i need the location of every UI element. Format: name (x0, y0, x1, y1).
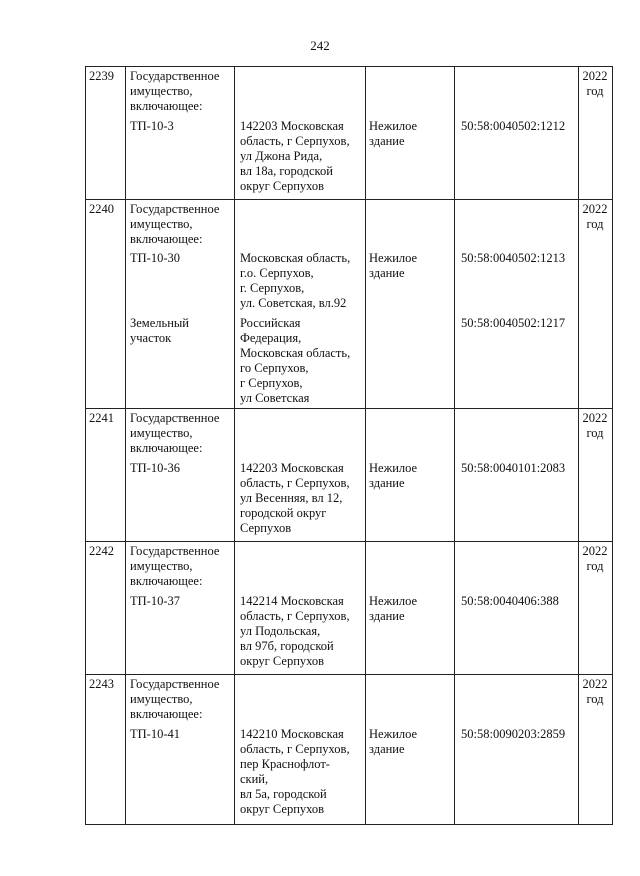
table-row (85, 199, 613, 408)
cadastral-number: 50:58:0090203:2859 (461, 727, 566, 741)
object-address: 142203 Московская область, г Серпухов, ул Весенняя, вл 12, городской округ Серпухов (240, 461, 350, 535)
object-name: Земельный участок (130, 316, 189, 345)
row-number: 2243 (89, 677, 114, 691)
year: 2022 год (582, 677, 608, 706)
group-title: Государственное имущество, включающее: (130, 677, 220, 721)
registry-table (85, 66, 613, 825)
row-number: 2242 (89, 544, 114, 558)
object-type: Нежилое здание (369, 727, 418, 756)
year: 2022 год (582, 202, 608, 231)
cadastral-number: 50:58:0040502:1213 (461, 251, 566, 265)
group-title: Государственное имущество, включающее: (130, 411, 220, 455)
group-title: Государственное имущество, включающее: (130, 202, 220, 246)
object-name: ТП-10-36 (130, 461, 180, 475)
cadastral-number: 50:58:0040101:2083 (461, 461, 566, 475)
object-name: ТП-10-3 (130, 119, 174, 133)
table-row (85, 66, 613, 199)
table-row (85, 541, 613, 674)
cadastral-number: 50:58:0040502:1212 (461, 119, 566, 133)
group-title: Государственное имущество, включающее: (130, 544, 220, 588)
object-address: 142203 Московская область, г Серпухов, ул Джона Рида, вл 18а, городской округ Серпухов (240, 119, 350, 193)
page-number: 242 (310, 38, 330, 53)
table-row (85, 408, 613, 541)
object-name: ТП-10-30 (130, 251, 180, 265)
group-title: Государственное имущество, включающее: (130, 69, 220, 113)
object-name: ТП-10-41 (130, 727, 180, 741)
cadastral-number: 50:58:0040406:388 (461, 594, 559, 608)
cadastral-number: 50:58:0040502:1217 (461, 316, 566, 330)
object-address: Московская область, г.о. Серпухов, г. Серпухов, ул. Советская, вл.92 (240, 251, 351, 310)
table-row (85, 674, 613, 824)
object-name: ТП-10-37 (130, 594, 180, 608)
row-number: 2239 (89, 69, 114, 83)
object-type: Нежилое здание (369, 251, 418, 280)
table-border-bottom (85, 824, 613, 825)
year: 2022 год (582, 544, 608, 573)
object-address: Российская Федерация, Московская область, го Серпухов, г Серпухов, ул Советская (240, 316, 351, 405)
year: 2022 год (582, 69, 608, 98)
object-type: Нежилое здание (369, 461, 418, 490)
object-type: Нежилое здание (369, 594, 418, 623)
row-number: 2240 (89, 202, 114, 216)
row-number: 2241 (89, 411, 114, 425)
object-address: 142214 Московская область, г Серпухов, ул Подольская, вл 97б, городской округ Серпухов (240, 594, 350, 668)
object-type: Нежилое здание (369, 119, 418, 148)
year: 2022 год (582, 411, 608, 440)
object-address: 142210 Московская область, г Серпухов, пер Краснофлот- ский, вл 5а, городской округ Серпухов (240, 727, 350, 816)
